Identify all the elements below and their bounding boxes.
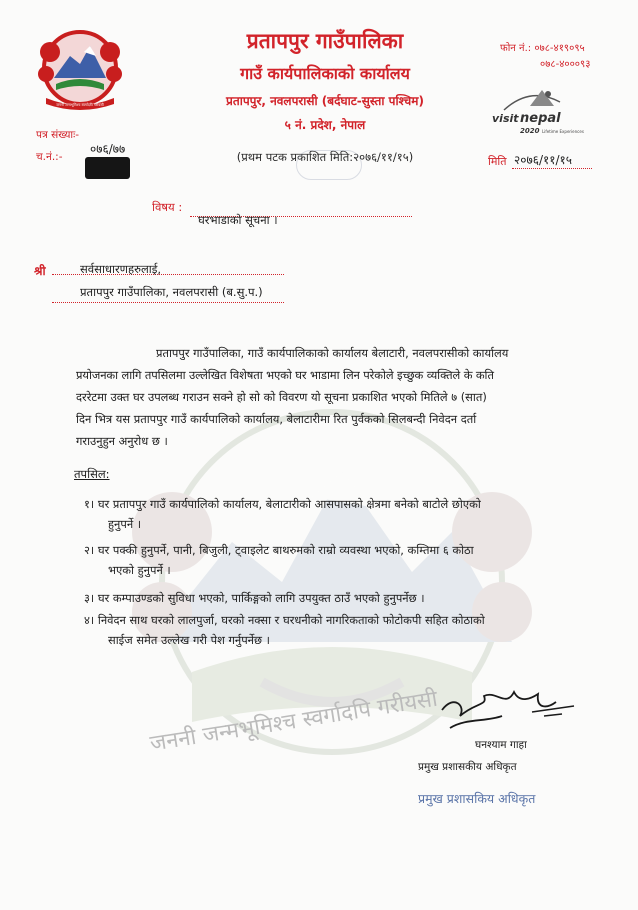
watermark-motto: जननी जन्मभूमिश्च स्वर्गादपि गरीयसी [148, 686, 440, 757]
notice-body-line-3: दररेटमा उक्त घर उपलब्ध गराउन सक्ने हो सो को विवरण यो सूचना प्रकाशित भएको मितिले ७ (सात) [76, 390, 487, 404]
visit-nepal-2020-logo [490, 80, 590, 142]
handwritten-signature-text: घ.गाहा [534, 706, 537, 707]
phone-number-1: ०७८-४१९०९५ [534, 43, 585, 54]
redacted-dispatch-stamp [85, 157, 130, 179]
signatory-name: घनश्याम गाहा [475, 739, 527, 751]
phone-label: फोन नं.: [500, 43, 532, 54]
visit-logo-year: 2020 [520, 127, 540, 135]
office-subtitle: गाउँ कार्यपालिकाको कार्यालय [240, 64, 410, 83]
notice-body-line-4: दिन भित्र यस प्रतापपुर गाउँ कार्यपालिको कार्यालय, बेलाटारीमा रित पुर्वकको सिलबन्दी निवेदन दर्ता [76, 412, 477, 426]
handwritten-signature [436, 676, 586, 736]
detail-item-1-num: १। [84, 497, 95, 511]
recipient-line1: सर्वसाधारणहरुलाई, [80, 262, 162, 276]
detail-item-4-line1: निवेदन साथ घरको लालपुर्जा, घरको नक्सा र घरधनीको नागरिकताको फोटोकपी सहित कोठाको [97, 613, 485, 627]
visit-logo-line1: visit [492, 112, 519, 125]
detail-item-3-num: ३। [84, 591, 95, 605]
detail-item-1 [84, 494, 481, 534]
detail-item-2-line1: घर पक्की हुनुपर्ने, पानी, बिजुली, ट्वाइलेट बाथरुमको राम्रो व्यवस्था भएको, कम्तिमा ६ कोठा [97, 543, 474, 557]
subject-text: घरभाडाको सूचना । [198, 213, 278, 227]
visit-logo-line2: nepal [520, 111, 561, 126]
detail-item-4-num: ४। [84, 613, 95, 627]
visit-logo-tagline: Lifetime Experiences [542, 129, 584, 134]
signatory-title: प्रमुख प्रशासकीय अधिकृत [418, 761, 517, 773]
office-address: प्रतापपुर, नवलपरासी (बर्दघाट-सुस्ता पश्चिम) [226, 94, 424, 108]
detail-item-1-line2: हुनुपर्ने । [108, 517, 142, 531]
detail-item-3-line1: घर कम्पाउण्डको सुविधा भएको, पार्किङ्गको लागि उपयुक्त ठाउँ भएको हुनुपर्नेछ । [97, 591, 425, 605]
notice-body-line-2: प्रयोजनका लागि तपसिलमा उल्लेखित विशेषता भएको घर भाडामा लिन परेकोले इच्छुक व्यक्तिले के कति [76, 368, 494, 382]
detail-item-2 [84, 540, 474, 580]
detail-item-4-line2: साईज समेत उल्लेख गरी पेश गर्नुपर्नेछ । [108, 633, 270, 647]
details-heading: तपसिल: [74, 467, 110, 481]
designation-stamp: प्रमुख प्रशासकिय अधिकृत [418, 791, 536, 806]
detail-item-2-line2: भएको हुनुपर्ने । [108, 563, 171, 577]
notice-body-line-5: गराउनुहुन अनुरोध छ । [76, 434, 168, 448]
dispatch-number-label: च.नं.:- [36, 151, 63, 163]
detail-item-2-num: २। [84, 543, 95, 557]
office-name: प्रतापपुर गाउँपालिका [246, 29, 404, 53]
letter-number-value: ०७६/७७ [90, 142, 126, 156]
faint-office-stamp [296, 150, 362, 180]
date-value: २०७६/११/१५ [514, 153, 573, 167]
date-label: मिति [488, 155, 507, 168]
subject-label: विषय : [152, 200, 183, 214]
nepal-emblem-logo [32, 26, 128, 112]
recipient-label: श्री [34, 264, 46, 278]
recipient-line2: प्रतापपुर गाउँपालिका, नवलपरासी (ब.सु.प.) [80, 285, 263, 299]
detail-item-3 [84, 588, 425, 608]
detail-item-4 [84, 610, 485, 650]
office-province: ५ नं. प्रदेश, नेपाल [284, 118, 366, 132]
emblem-ribbon-text: जननी जन्मभूमिश्च स्वर्गादपि गरीयसी [56, 103, 104, 107]
detail-item-1-line1: घर प्रतापपुर गाउँ कार्यपालिको कार्यालय, बेलाटारीको आसपासको क्षेत्रमा बनेको बाटोले छोएको [97, 497, 481, 511]
letter-number-label: पत्र संख्याः- [36, 129, 80, 141]
phone-number-2: ०७८-४०००९३ [540, 59, 591, 70]
notice-body-line-1: प्रतापपुर गाउँपालिका, गाउँ कार्यपालिकाको कार्यालय बेलाटारी, नवलपरासीको कार्यालय [156, 346, 509, 360]
first-published-date: (प्रथम पटक प्रकाशित मिति:२०७६/११/१५) [236, 150, 414, 164]
